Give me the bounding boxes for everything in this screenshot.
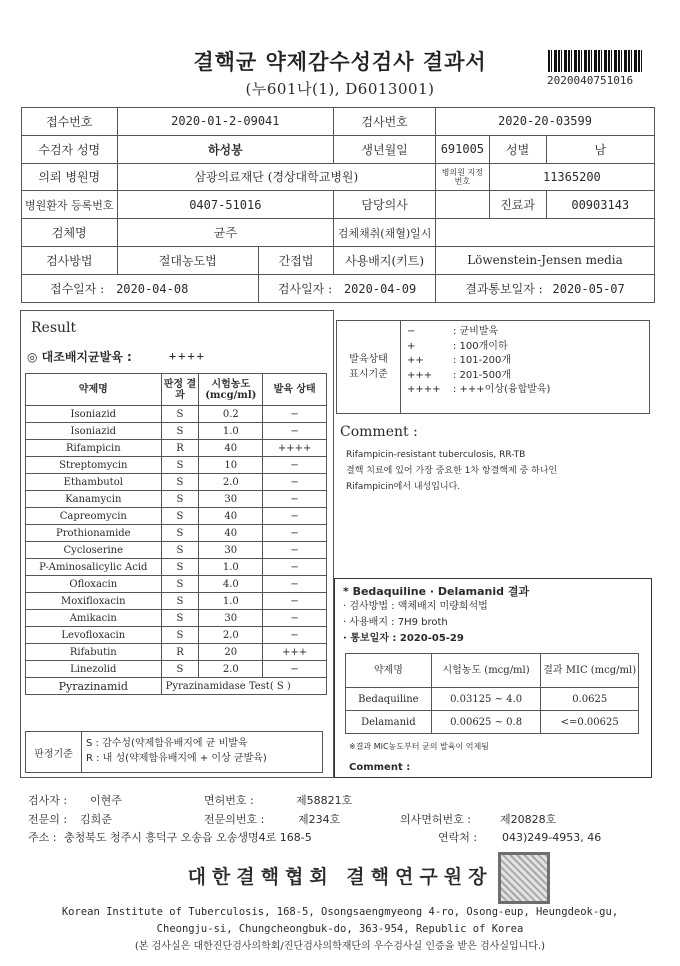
bd-table xyxy=(345,653,639,734)
comment-text xyxy=(346,447,646,495)
receipt-date-label: 접수일자 : xyxy=(50,281,105,296)
drug-growth: − xyxy=(263,457,327,474)
doc-license-label: 의사면허번호 : xyxy=(400,812,471,826)
drug-conc: 40 xyxy=(199,525,263,542)
drug-name: P-Aminosalicylic Acid xyxy=(26,559,162,576)
hospital-label: 의뢰 병원명 xyxy=(22,163,118,191)
drug-name: Rifabutin xyxy=(26,644,162,661)
drug-row xyxy=(26,559,327,576)
drug-growth: − xyxy=(263,474,327,491)
test-date-label: 검사일자 : xyxy=(277,281,333,296)
drug-name: Rifampicin xyxy=(26,440,162,457)
bd-header-mic: 결과 MIC (mcg/ml) xyxy=(541,654,639,688)
legend-desc: : 101-200개 xyxy=(453,355,511,366)
phone-label: 연락처 : xyxy=(438,831,478,844)
col-header-drug: 약제명 xyxy=(26,374,162,406)
dept-label: 진료과 xyxy=(489,191,546,219)
drug-growth: − xyxy=(263,542,327,559)
drug-row xyxy=(26,542,327,559)
drug-row xyxy=(26,406,327,423)
drug-result: S xyxy=(161,525,199,542)
drug-result: S xyxy=(161,593,199,610)
method: 절대농도법 xyxy=(117,246,259,274)
drug-conc: 2.0 xyxy=(199,661,263,678)
specimen: 균주 xyxy=(117,219,334,247)
address-label: 주소 : xyxy=(28,831,57,844)
legend-row xyxy=(407,383,550,398)
bd-title: * Bedaquiline · Delamanid 결과 xyxy=(343,585,530,598)
birth: 691005 xyxy=(436,135,490,163)
drug-name: Amikacin xyxy=(26,610,162,627)
drug-conc: 4.0 xyxy=(199,576,263,593)
report-date: 2020-05-07 xyxy=(552,281,625,296)
hospital-code: 11365200 xyxy=(489,163,654,191)
legend-desc: : 100개이하 xyxy=(453,340,508,352)
comment-title: Comment : xyxy=(340,424,418,440)
collect-date-label: 검체채취(채혈)일시 xyxy=(334,219,436,247)
drug-row xyxy=(26,644,327,661)
legend-symbol: ++ xyxy=(407,355,424,366)
signature-block xyxy=(28,792,658,848)
specialist-label: 전문의 : xyxy=(28,812,68,826)
drug-conc: 30 xyxy=(199,610,263,627)
specialist: 김희준 xyxy=(80,812,112,826)
bd-drug: Bedaquiline xyxy=(346,688,432,711)
drug-row xyxy=(26,661,327,678)
bd-drug: Delamanid xyxy=(346,711,432,734)
drug-growth: − xyxy=(263,423,327,440)
drug-growth: +++ xyxy=(263,644,327,661)
drug-result: S xyxy=(161,491,199,508)
medium: Löwenstein-Jensen media xyxy=(436,246,655,274)
hospital: 삼광의료재단 (경상대학교병원) xyxy=(117,163,436,191)
reg-no: 0407-51016 xyxy=(117,191,334,219)
drug-result: S xyxy=(161,661,199,678)
drug-result: S xyxy=(161,457,199,474)
bd-medium: · 사용배지 : 7H9 broth xyxy=(343,617,448,628)
barcode-number: 2020040751016 xyxy=(547,74,634,87)
legend-label-line2: 표시기준 xyxy=(349,369,388,380)
drug-row xyxy=(26,423,327,440)
drug-conc: 20 xyxy=(199,644,263,661)
license: 제58821호 xyxy=(296,794,353,807)
drug-result: S xyxy=(161,627,199,644)
drug-growth: − xyxy=(263,525,327,542)
legend-rows xyxy=(407,325,550,398)
drug-result: S xyxy=(161,542,199,559)
bd-header-conc: 시험농도 (mcg/ml) xyxy=(431,654,541,688)
legend-symbol: + xyxy=(407,340,416,352)
collect-date xyxy=(436,219,655,247)
drug-result: S xyxy=(161,508,199,525)
drug-name: Capreomycin xyxy=(26,508,162,525)
document-title: 결핵균 약제감수성검사 결과서 xyxy=(193,49,487,74)
drug-result: S xyxy=(161,576,199,593)
drug-name: Linezolid xyxy=(26,661,162,678)
receipt-no-label: 접수번호 xyxy=(22,108,118,136)
drug-growth: − xyxy=(263,627,327,644)
drug-growth: − xyxy=(263,508,327,525)
pza-drug: Pyrazinamid xyxy=(26,678,162,695)
receipt-date-cell xyxy=(22,274,259,302)
drug-name: Prothionamide xyxy=(26,525,162,542)
legend-row xyxy=(407,354,550,369)
drug-name: Moxifloxacin xyxy=(26,593,162,610)
receipt-no: 2020-01-2-09041 xyxy=(117,108,334,136)
report-date-label: 결과통보일자 : xyxy=(465,281,543,296)
drug-row xyxy=(26,508,327,525)
legend-desc: : +++이상(융합발육) xyxy=(453,384,551,395)
drug-growth: ++++ xyxy=(263,440,327,457)
phone: 043)249-4953, 46 xyxy=(502,831,602,844)
drug-conc: 30 xyxy=(199,491,263,508)
medium-label: 사용배지(키트) xyxy=(334,246,436,274)
drug-growth: − xyxy=(263,576,327,593)
hospital-code-label: 병의원 지정번호 xyxy=(436,163,490,191)
pza-result: Pyrazinamidase Test( S ) xyxy=(161,678,326,695)
drug-growth: − xyxy=(263,593,327,610)
comment-line: 결핵 치료에 있어 가장 중요한 1차 항결핵제 중 하나인 xyxy=(346,466,558,476)
bd-conc: 0.00625 ~ 0.8 xyxy=(431,711,541,734)
specimen-label: 검체명 xyxy=(22,219,118,247)
drug-result: S xyxy=(161,406,199,423)
bedaquiline-delamanid-section xyxy=(334,578,652,778)
legend-row xyxy=(407,369,550,384)
criteria-label: 판정기준 xyxy=(26,732,82,772)
patient-name: 하성봉 xyxy=(117,135,334,163)
drug-name: Ofloxacin xyxy=(26,576,162,593)
drug-row xyxy=(26,525,327,542)
receipt-date: 2020-04-08 xyxy=(116,281,189,296)
bd-comment: Comment : xyxy=(349,762,411,773)
drug-conc: 30 xyxy=(199,542,263,559)
patient-info-table xyxy=(21,107,655,303)
bd-report-date: · 통보일자 : 2020-05-29 xyxy=(343,633,464,644)
report-date-cell xyxy=(436,274,655,302)
drug-row xyxy=(26,627,327,644)
legend-desc: : 균비발육 xyxy=(453,326,499,337)
bd-header-drug: 약제명 xyxy=(346,654,432,688)
comment-line: Rifampicin-resistant tuberculosis, RR-TB xyxy=(346,450,526,460)
spec-no-label: 전문의번호 : xyxy=(204,812,265,826)
drug-growth: − xyxy=(263,406,327,423)
sex-label: 성별 xyxy=(489,135,546,163)
drug-row xyxy=(26,593,327,610)
drug-conc: 1.0 xyxy=(199,559,263,576)
drug-growth: − xyxy=(263,491,327,508)
legend-desc: : 201-500개 xyxy=(453,369,511,381)
patient-name-label: 수검자 성명 xyxy=(22,135,118,163)
official-seal-stamp xyxy=(498,852,550,904)
drug-conc: 2.0 xyxy=(199,474,263,491)
bd-method: · 검사방법 : 액체배지 미량희석법 xyxy=(343,601,488,612)
bd-mic: 0.0625 xyxy=(541,688,639,711)
sex: 남 xyxy=(546,135,655,163)
drug-name: Levofloxacin xyxy=(26,627,162,644)
method-label: 검사방법 xyxy=(22,246,118,274)
test-no-label: 검사번호 xyxy=(334,108,436,136)
drug-row xyxy=(26,491,327,508)
legend-symbol: ++++ xyxy=(407,384,441,395)
legend-row xyxy=(407,340,550,355)
test-no: 2020-20-03599 xyxy=(436,108,655,136)
drug-conc: 40 xyxy=(199,440,263,457)
control-growth-value: ++++ xyxy=(169,349,206,363)
col-header-growth: 발육 상태 xyxy=(263,374,327,406)
drug-growth: − xyxy=(263,559,327,576)
drug-row xyxy=(26,576,327,593)
criteria-r: R : 내 성(약제함유배지에 + 이상 균발육) xyxy=(86,753,267,764)
bd-note: ※결과 MIC농도부터 균의 발육이 억제됨 xyxy=(349,742,489,751)
drug-result: S xyxy=(161,474,199,491)
address: 충청북도 청주시 흥덕구 오송읍 오송생명4로 168-5 xyxy=(64,831,312,844)
legend-symbol: +++ xyxy=(407,369,433,381)
criteria-box xyxy=(25,731,323,773)
drug-growth: − xyxy=(263,610,327,627)
drug-conc: 2.0 xyxy=(199,627,263,644)
drug-row xyxy=(26,440,327,457)
bd-conc: 0.03125 ~ 4.0 xyxy=(431,688,541,711)
doctor xyxy=(436,191,490,219)
drug-result: R xyxy=(161,440,199,457)
english-address xyxy=(0,904,680,955)
legend-symbol: − xyxy=(407,326,416,337)
drug-result: S xyxy=(161,559,199,576)
addr-en-line2: Cheongju-si, Chungcheongbuk-do, 363-954, Republic of Korea xyxy=(156,923,524,935)
bd-mic: <=0.00625 xyxy=(541,711,639,734)
doctor-label: 담당의사 xyxy=(334,191,436,219)
col-header-result: 판정 결과 xyxy=(161,374,199,406)
drug-growth: − xyxy=(263,661,327,678)
drug-susceptibility-table xyxy=(25,373,327,695)
organization-name: 대한결핵협회 결핵연구원장 xyxy=(187,866,493,888)
legend-label xyxy=(337,321,401,413)
test-date: 2020-04-09 xyxy=(343,281,417,296)
drug-result: S xyxy=(161,423,199,440)
birth-label: 생년월일 xyxy=(334,135,436,163)
method-indirect: 간접법 xyxy=(259,246,334,274)
drug-conc: 10 xyxy=(199,457,263,474)
examiner-label: 검사자 : xyxy=(28,794,68,807)
drug-conc: 40 xyxy=(199,508,263,525)
criteria-s: S : 감수성(약제함유배지에 균 비발육 xyxy=(86,738,248,749)
examiner: 이현주 xyxy=(90,794,122,807)
drug-row xyxy=(26,474,327,491)
barcode-image xyxy=(548,50,642,72)
legend-row xyxy=(407,325,550,340)
drug-name: Isoniazid xyxy=(26,406,162,423)
col-header-conc: 시험농도 (mcg/ml) xyxy=(199,374,263,406)
certification-note: (본 검사실은 대한진단검사의학회/진단검사의학재단의 우수검사실 인증을 받은 검사실입니다.) xyxy=(134,941,546,952)
drug-name: Ethambutol xyxy=(26,474,162,491)
result-section xyxy=(20,310,334,778)
legend-label-line1: 발육상태 xyxy=(349,354,388,365)
document-subtitle: (누601나(1), D6013001) xyxy=(245,80,435,98)
test-date-cell xyxy=(259,274,436,302)
drug-conc: 1.0 xyxy=(199,593,263,610)
result-title: Result xyxy=(31,320,77,336)
drug-conc: 0.2 xyxy=(199,406,263,423)
drug-result: S xyxy=(161,610,199,627)
drug-row xyxy=(26,610,327,627)
spec-no: 제234호 xyxy=(298,812,341,826)
comment-line: Rifampicin에서 내성입니다. xyxy=(346,482,461,492)
drug-name: Cycloserine xyxy=(26,542,162,559)
drug-row xyxy=(26,457,327,474)
drug-name: Kanamycin xyxy=(26,491,162,508)
drug-result: R xyxy=(161,644,199,661)
doc-license: 제20828호 xyxy=(500,812,557,826)
control-growth-label: ◎ 대조배지균발육 : xyxy=(27,350,132,364)
growth-legend-box xyxy=(336,320,650,414)
addr-en-line1: Korean Institute of Tuberculosis, 168-5, Osongsaengmyeong 4-ro, Osong-eup, Heungdeok-gu, xyxy=(61,906,619,918)
dept: 00903143 xyxy=(546,191,655,219)
drug-name: Isoniazid xyxy=(26,423,162,440)
drug-conc: 1.0 xyxy=(199,423,263,440)
reg-no-label: 병원환자 등록번호 xyxy=(22,191,118,219)
license-label: 면허번호 : xyxy=(204,794,254,807)
drug-name: Streptomycin xyxy=(26,457,162,474)
